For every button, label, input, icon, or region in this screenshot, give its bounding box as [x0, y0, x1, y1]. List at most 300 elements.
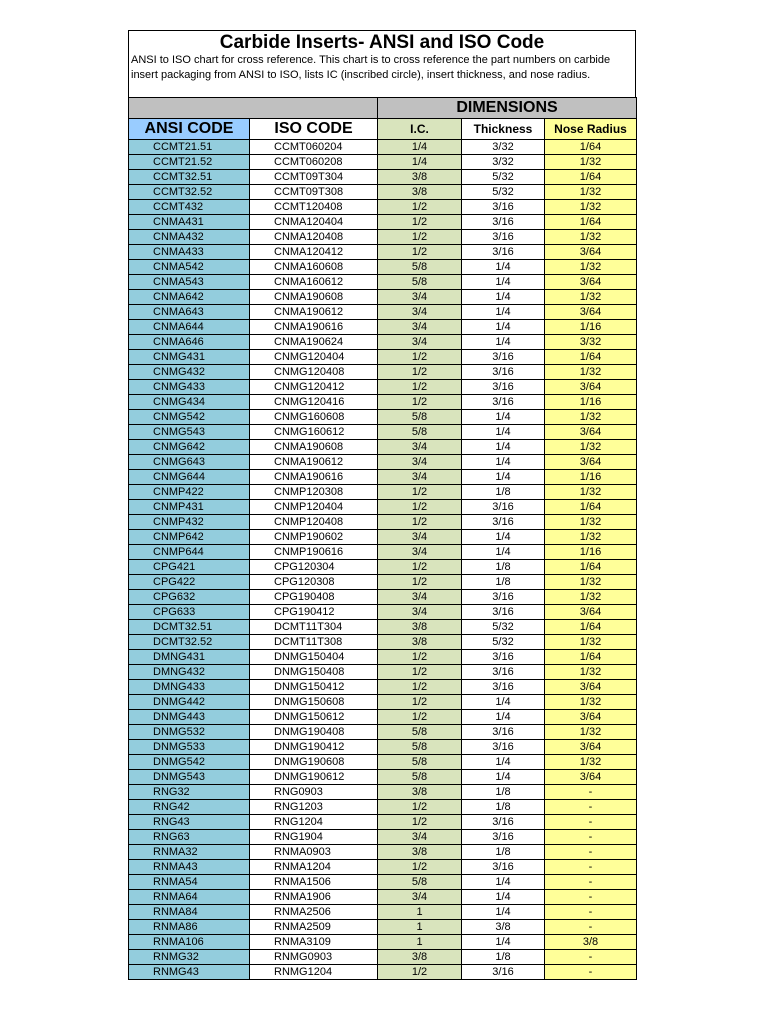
table-row — [129, 920, 637, 935]
nose-radius-cell: 1/32 — [545, 200, 637, 215]
ic-cell: 3/4 — [378, 305, 462, 320]
iso-code-cell: CNMP120408 — [250, 515, 378, 530]
thickness-cell: 3/16 — [462, 350, 545, 365]
ansi-code-cell: CCMT32.52 — [129, 185, 250, 200]
ic-cell: 3/4 — [378, 590, 462, 605]
nose-radius-cell: - — [545, 875, 637, 890]
thickness-cell: 3/16 — [462, 725, 545, 740]
thickness-cell: 5/32 — [462, 170, 545, 185]
iso-code-cell: CNMA120412 — [250, 245, 378, 260]
table-row — [129, 695, 637, 710]
nose-radius-cell: 1/32 — [545, 185, 637, 200]
ansi-code-cell: CNMP644 — [129, 545, 250, 560]
ic-cell: 5/8 — [378, 425, 462, 440]
nose-radius-cell: 3/64 — [545, 380, 637, 395]
nose-radius-cell: 1/32 — [545, 635, 637, 650]
ic-cell: 3/4 — [378, 320, 462, 335]
thickness-cell: 3/16 — [462, 365, 545, 380]
table-row — [129, 560, 637, 575]
iso-code-cell: CNMA190608 — [250, 440, 378, 455]
nose-radius-cell: 3/64 — [545, 680, 637, 695]
ic-cell: 1/2 — [378, 665, 462, 680]
thickness-cell: 1/8 — [462, 560, 545, 575]
table-row — [129, 785, 637, 800]
ansi-code-cell: CNMA432 — [129, 230, 250, 245]
nose-radius-cell: 1/16 — [545, 320, 637, 335]
thickness-cell: 1/4 — [462, 545, 545, 560]
ic-cell: 1/2 — [378, 680, 462, 695]
iso-code-cell: CNMG120412 — [250, 380, 378, 395]
thickness-cell: 3/16 — [462, 500, 545, 515]
thickness-cell: 1/4 — [462, 470, 545, 485]
ic-cell: 5/8 — [378, 755, 462, 770]
thickness-cell: 3/16 — [462, 230, 545, 245]
table-row — [129, 260, 637, 275]
thickness-cell: 3/16 — [462, 815, 545, 830]
ansi-code-cell: CCMT21.52 — [129, 155, 250, 170]
table-row — [129, 860, 637, 875]
table-row — [129, 170, 637, 185]
thickness-cell: 5/32 — [462, 635, 545, 650]
ansi-code-cell: DNMG442 — [129, 695, 250, 710]
iso-code-cell: DCMT11T308 — [250, 635, 378, 650]
table-row — [129, 845, 637, 860]
table-row — [129, 680, 637, 695]
nose-radius-cell: 3/64 — [545, 245, 637, 260]
ansi-code-cell: DNMG543 — [129, 770, 250, 785]
nose-radius-cell: - — [545, 785, 637, 800]
ic-cell: 1/4 — [378, 155, 462, 170]
thickness-cell: 1/4 — [462, 530, 545, 545]
thickness-cell: 1/4 — [462, 425, 545, 440]
ansi-code-cell: RNMG43 — [129, 965, 250, 980]
nose-radius-cell: 1/32 — [545, 410, 637, 425]
thickness-cell: 3/16 — [462, 215, 545, 230]
ansi-code-cell: DMNG433 — [129, 680, 250, 695]
thickness-cell: 1/4 — [462, 320, 545, 335]
ansi-code-cell: DNMG443 — [129, 710, 250, 725]
thickness-cell: 3/16 — [462, 740, 545, 755]
description-text: ANSI to ISO chart for cross reference. This chart is to cross reference the part numbers on carbide insert packaging from ANSI to ISO, lists IC (inscribed circle), insert thickness, and nose radius. — [131, 54, 611, 81]
header-box — [128, 30, 636, 97]
thickness-cell: 1/4 — [462, 695, 545, 710]
table-row — [129, 575, 637, 590]
iso-code-cell: CNMA120408 — [250, 230, 378, 245]
table-row — [129, 635, 637, 650]
table-row — [129, 455, 637, 470]
iso-code-cell: RNMA2509 — [250, 920, 378, 935]
ansi-code-cell: RNMA86 — [129, 920, 250, 935]
ansi-code-cell: DNMG533 — [129, 740, 250, 755]
table-row — [129, 800, 637, 815]
nose-radius-cell: 1/16 — [545, 395, 637, 410]
thickness-cell: 3/16 — [462, 245, 545, 260]
blank-header-cell — [129, 98, 378, 119]
table-body — [129, 140, 637, 980]
ansi-code-cell: CNMG642 — [129, 440, 250, 455]
ic-cell: 1/2 — [378, 245, 462, 260]
ansi-code-cell: CNMP432 — [129, 515, 250, 530]
ansi-code-cell: CNMA644 — [129, 320, 250, 335]
nose-radius-cell: - — [545, 905, 637, 920]
ansi-code-cell: RNMA106 — [129, 935, 250, 950]
nose-radius-cell: 1/32 — [545, 365, 637, 380]
spreadsheet — [128, 30, 636, 980]
ic-cell: 3/8 — [378, 620, 462, 635]
iso-code-cell: CNMA160608 — [250, 260, 378, 275]
ic-cell: 1/2 — [378, 800, 462, 815]
ansi-code-cell: CNMG433 — [129, 380, 250, 395]
dimensions-header: DIMENSIONS — [378, 98, 637, 119]
ic-cell: 1/2 — [378, 200, 462, 215]
thickness-cell: 1/4 — [462, 410, 545, 425]
iso-code-cell: CNMA190612 — [250, 455, 378, 470]
ansi-code-cell: CCMT432 — [129, 200, 250, 215]
ansi-code-cell: RNMG32 — [129, 950, 250, 965]
nose-radius-cell: 1/64 — [545, 650, 637, 665]
ansi-code-cell: CCMT21.51 — [129, 140, 250, 155]
ic-header: I.C. — [378, 119, 462, 140]
ic-cell: 5/8 — [378, 260, 462, 275]
ansi-code-cell: DNMG542 — [129, 755, 250, 770]
ansi-code-cell: RNG43 — [129, 815, 250, 830]
iso-code-cell: CCMT09T304 — [250, 170, 378, 185]
thickness-cell: 3/16 — [462, 665, 545, 680]
ic-cell: 3/4 — [378, 545, 462, 560]
thickness-cell: 1/4 — [462, 275, 545, 290]
ansi-code-cell: RNMA54 — [129, 875, 250, 890]
iso-code-cell: CCMT060208 — [250, 155, 378, 170]
nose-radius-cell: 1/64 — [545, 350, 637, 365]
nose-radius-cell: 1/64 — [545, 170, 637, 185]
ic-cell: 3/4 — [378, 440, 462, 455]
thickness-cell: 1/4 — [462, 935, 545, 950]
ansi-code-cell: CNMG542 — [129, 410, 250, 425]
ansi-code-cell: CNMG643 — [129, 455, 250, 470]
iso-code-cell: DNMG190608 — [250, 755, 378, 770]
ansi-code-cell: CPG633 — [129, 605, 250, 620]
table-row — [129, 665, 637, 680]
thickness-cell: 1/4 — [462, 455, 545, 470]
ic-cell: 3/8 — [378, 950, 462, 965]
ic-cell: 1/2 — [378, 215, 462, 230]
table-row — [129, 815, 637, 830]
nose-radius-cell: 1/32 — [545, 725, 637, 740]
thickness-cell: 3/16 — [462, 650, 545, 665]
table-row — [129, 410, 637, 425]
iso-code-cell: RNG1904 — [250, 830, 378, 845]
ansi-code-cell: CNMG434 — [129, 395, 250, 410]
dimensions-row — [129, 98, 637, 119]
ansi-code-cell: CCMT32.51 — [129, 170, 250, 185]
iso-code-cell: RNMG1204 — [250, 965, 378, 980]
thickness-cell: 3/16 — [462, 860, 545, 875]
iso-code-cell: CNMG160608 — [250, 410, 378, 425]
ansi-code-cell: CNMA431 — [129, 215, 250, 230]
ic-cell: 1/2 — [378, 515, 462, 530]
nose-radius-cell: - — [545, 860, 637, 875]
iso-code-cell: RNMA0903 — [250, 845, 378, 860]
ic-cell: 5/8 — [378, 275, 462, 290]
nose-radius-cell: 3/64 — [545, 605, 637, 620]
iso-code-cell: CNMP120404 — [250, 500, 378, 515]
iso-code-cell: RNMA1506 — [250, 875, 378, 890]
ic-cell: 3/4 — [378, 830, 462, 845]
ic-cell: 3/8 — [378, 785, 462, 800]
ansi-code-cell: CNMP422 — [129, 485, 250, 500]
column-header-row — [129, 119, 637, 140]
thickness-cell: 1/8 — [462, 950, 545, 965]
nose-radius-cell: 3/64 — [545, 305, 637, 320]
thickness-cell: 3/16 — [462, 605, 545, 620]
ic-cell: 1/2 — [378, 380, 462, 395]
iso-code-cell: DNMG150404 — [250, 650, 378, 665]
thickness-cell: 1/8 — [462, 485, 545, 500]
ansi-code-cell: CNMA542 — [129, 260, 250, 275]
ansi-code-cell: RNG42 — [129, 800, 250, 815]
thickness-cell: 3/16 — [462, 830, 545, 845]
table-row — [129, 290, 637, 305]
nose-radius-cell: - — [545, 950, 637, 965]
nose-radius-cell: - — [545, 845, 637, 860]
table-row — [129, 515, 637, 530]
ic-cell: 1/2 — [378, 395, 462, 410]
thickness-cell: 1/4 — [462, 710, 545, 725]
thickness-cell: 1/4 — [462, 905, 545, 920]
iso-code-cell: CNMG120408 — [250, 365, 378, 380]
ic-cell: 1/2 — [378, 860, 462, 875]
iso-code-cell: DNMG150408 — [250, 665, 378, 680]
ic-cell: 5/8 — [378, 875, 462, 890]
nose-radius-cell: 3/64 — [545, 770, 637, 785]
ic-cell: 3/4 — [378, 290, 462, 305]
thickness-cell: 1/4 — [462, 875, 545, 890]
ic-cell: 1 — [378, 935, 462, 950]
ic-cell: 5/8 — [378, 770, 462, 785]
nose-radius-cell: 1/32 — [545, 590, 637, 605]
table-row — [129, 650, 637, 665]
table-row — [129, 755, 637, 770]
nose-radius-cell: 3/64 — [545, 275, 637, 290]
nose-radius-cell: 3/64 — [545, 425, 637, 440]
ansi-code-cell: CNMG644 — [129, 470, 250, 485]
thickness-cell: 3/8 — [462, 920, 545, 935]
ic-cell: 1 — [378, 905, 462, 920]
ic-cell: 3/4 — [378, 335, 462, 350]
thickness-cell: 3/32 — [462, 155, 545, 170]
ic-cell: 5/8 — [378, 410, 462, 425]
thickness-cell: 1/8 — [462, 845, 545, 860]
ic-cell: 1/2 — [378, 650, 462, 665]
nose-radius-cell: 1/32 — [545, 575, 637, 590]
iso-code-cell: CNMG120416 — [250, 395, 378, 410]
nose-radius-cell: 1/64 — [545, 140, 637, 155]
thickness-cell: 1/4 — [462, 305, 545, 320]
thickness-cell: 1/8 — [462, 800, 545, 815]
nose-radius-cell: 3/64 — [545, 455, 637, 470]
ic-cell: 1 — [378, 920, 462, 935]
table-row — [129, 305, 637, 320]
table-row — [129, 725, 637, 740]
iso-code-cell: CNMA160612 — [250, 275, 378, 290]
nose-radius-cell: 3/64 — [545, 710, 637, 725]
nose-radius-cell: 1/32 — [545, 695, 637, 710]
nose-radius-cell: - — [545, 920, 637, 935]
table-row — [129, 620, 637, 635]
iso-code-cell: DNMG150612 — [250, 710, 378, 725]
iso-code-cell: DNMG150412 — [250, 680, 378, 695]
table-row — [129, 770, 637, 785]
nose-radius-cell: 1/32 — [545, 665, 637, 680]
ic-cell: 1/2 — [378, 695, 462, 710]
table-row — [129, 320, 637, 335]
nose-radius-cell: - — [545, 815, 637, 830]
table-row — [129, 830, 637, 845]
iso-code-cell: CPG120308 — [250, 575, 378, 590]
iso-code-cell: RNMA3109 — [250, 935, 378, 950]
ansi-code-cell: RNG63 — [129, 830, 250, 845]
nose-radius-cell: 1/32 — [545, 485, 637, 500]
iso-code-cell: CNMG120404 — [250, 350, 378, 365]
thickness-cell: 3/16 — [462, 680, 545, 695]
nose-radius-cell: 1/16 — [545, 470, 637, 485]
ic-cell: 3/8 — [378, 185, 462, 200]
ansi-code-cell: RNMA32 — [129, 845, 250, 860]
iso-code-cell: CNMP190616 — [250, 545, 378, 560]
ansi-code-cell: CNMG432 — [129, 365, 250, 380]
table-row — [129, 710, 637, 725]
nose-radius-cell: 1/32 — [545, 290, 637, 305]
ansi-code-cell: CNMG431 — [129, 350, 250, 365]
nose-radius-header: Nose Radius — [545, 119, 637, 140]
iso-code-cell: CNMA190608 — [250, 290, 378, 305]
table-row — [129, 350, 637, 365]
ansi-code-cell: CNMP642 — [129, 530, 250, 545]
nose-radius-cell: 1/64 — [545, 560, 637, 575]
ansi-code-cell: CNMP431 — [129, 500, 250, 515]
thickness-cell: 3/32 — [462, 140, 545, 155]
ic-cell: 1/2 — [378, 365, 462, 380]
nose-radius-cell: 1/64 — [545, 500, 637, 515]
table-row — [129, 200, 637, 215]
thickness-cell: 1/4 — [462, 770, 545, 785]
iso-code-cell: RNMA1204 — [250, 860, 378, 875]
ic-cell: 5/8 — [378, 725, 462, 740]
thickness-cell: 3/16 — [462, 965, 545, 980]
iso-code-cell: CCMT09T308 — [250, 185, 378, 200]
ansi-code-cell: CNMA433 — [129, 245, 250, 260]
ansi-code-cell: DCMT32.52 — [129, 635, 250, 650]
iso-code-cell: CNMP190602 — [250, 530, 378, 545]
nose-radius-cell: 1/32 — [545, 155, 637, 170]
nose-radius-cell: 3/8 — [545, 935, 637, 950]
table-row — [129, 485, 637, 500]
ansi-code-cell: RNMA43 — [129, 860, 250, 875]
ansi-code-cell: DCMT32.51 — [129, 620, 250, 635]
ic-cell: 3/4 — [378, 455, 462, 470]
ic-cell: 1/2 — [378, 575, 462, 590]
nose-radius-cell: 1/32 — [545, 440, 637, 455]
table-row — [129, 545, 637, 560]
table-row — [129, 140, 637, 155]
nose-radius-cell: 1/16 — [545, 545, 637, 560]
thickness-header: Thickness — [462, 119, 545, 140]
iso-code-header: ISO CODE — [250, 119, 378, 140]
table-row — [129, 590, 637, 605]
nose-radius-cell: - — [545, 890, 637, 905]
ic-cell: 3/4 — [378, 890, 462, 905]
ansi-code-cell: RNMA84 — [129, 905, 250, 920]
nose-radius-cell: - — [545, 965, 637, 980]
table-row — [129, 935, 637, 950]
thickness-cell: 1/4 — [462, 260, 545, 275]
ansi-code-cell: DMNG431 — [129, 650, 250, 665]
table-row — [129, 185, 637, 200]
nose-radius-cell: - — [545, 830, 637, 845]
iso-code-cell: RNG1203 — [250, 800, 378, 815]
thickness-cell: 1/4 — [462, 440, 545, 455]
ic-cell: 3/4 — [378, 470, 462, 485]
iso-code-cell: RNG1204 — [250, 815, 378, 830]
nose-radius-cell: 1/64 — [545, 215, 637, 230]
table-row — [129, 605, 637, 620]
table-row — [129, 245, 637, 260]
table-row — [129, 950, 637, 965]
table-row — [129, 740, 637, 755]
iso-code-cell: DNMG190408 — [250, 725, 378, 740]
iso-code-cell: RNMA2506 — [250, 905, 378, 920]
iso-code-cell: CPG190408 — [250, 590, 378, 605]
table-row — [129, 395, 637, 410]
ansi-code-cell: CNMG543 — [129, 425, 250, 440]
ic-cell: 1/2 — [378, 815, 462, 830]
table-row — [129, 155, 637, 170]
thickness-cell: 3/16 — [462, 590, 545, 605]
thickness-cell: 1/8 — [462, 575, 545, 590]
nose-radius-cell: 1/32 — [545, 755, 637, 770]
thickness-cell: 3/16 — [462, 380, 545, 395]
table-row — [129, 230, 637, 245]
ansi-code-cell: CPG632 — [129, 590, 250, 605]
ansi-code-cell: RNG32 — [129, 785, 250, 800]
ic-cell: 1/2 — [378, 710, 462, 725]
nose-radius-cell: 1/32 — [545, 260, 637, 275]
table-row — [129, 965, 637, 980]
ic-cell: 3/8 — [378, 635, 462, 650]
table-row — [129, 890, 637, 905]
ansi-code-cell: CPG421 — [129, 560, 250, 575]
iso-code-cell: CNMA190612 — [250, 305, 378, 320]
thickness-cell: 1/4 — [462, 290, 545, 305]
table-row — [129, 530, 637, 545]
nose-radius-cell: 3/32 — [545, 335, 637, 350]
ic-cell: 3/4 — [378, 530, 462, 545]
ic-cell: 3/8 — [378, 845, 462, 860]
table-row — [129, 875, 637, 890]
iso-code-cell: DNMG190412 — [250, 740, 378, 755]
ansi-code-cell: CNMA643 — [129, 305, 250, 320]
thickness-cell: 1/4 — [462, 890, 545, 905]
table-row — [129, 215, 637, 230]
ansi-code-cell: CNMA543 — [129, 275, 250, 290]
thickness-cell: 3/16 — [462, 200, 545, 215]
ansi-code-cell: DNMG532 — [129, 725, 250, 740]
ansi-code-cell: DMNG432 — [129, 665, 250, 680]
ic-cell: 1/2 — [378, 230, 462, 245]
nose-radius-cell: - — [545, 800, 637, 815]
ic-cell: 5/8 — [378, 740, 462, 755]
nose-radius-cell: 1/32 — [545, 530, 637, 545]
